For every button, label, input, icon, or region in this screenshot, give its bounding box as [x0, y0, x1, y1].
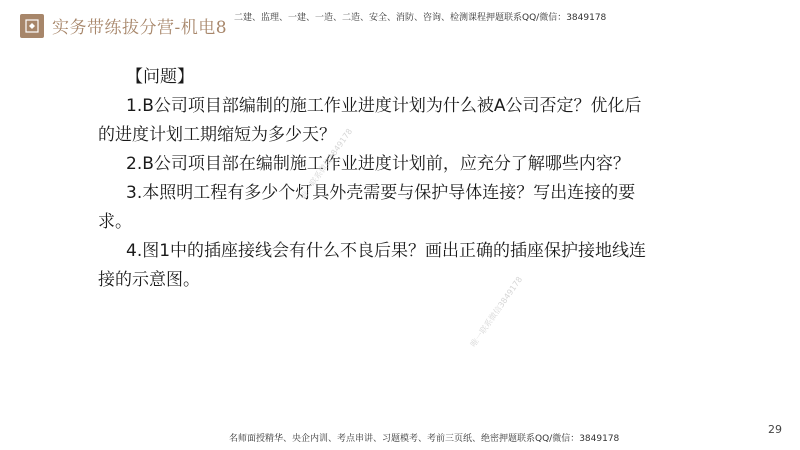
section-heading: 【问题】 [126, 67, 194, 87]
footer-contact-ad: 名师面授精华、央企内训、考点串讲、习题模考、考前三页纸、绝密押题联系QQ/微信：3849178 [229, 434, 620, 444]
header-contact-ad: 二建、监理、一建、一造、二造、安全、消防、咨询、检测课程押题联系QQ/微信：3849178 [234, 13, 607, 23]
question-block [98, 63, 658, 295]
question-item: 2.B公司项目部在编制施工作业进度计划前，应充分了解哪些内容？ [126, 154, 630, 174]
brand-logo [20, 14, 44, 38]
course-title: 实务带练拔分营-机电8 [52, 18, 228, 38]
question-item: 3.本照明工程有多少个灯具外壳需要与保护导体连接？写出连接的要求。 [98, 183, 636, 232]
page-number: 29 [768, 423, 782, 436]
brand-logo-icon [24, 18, 40, 34]
question-item: 4.图1中的插座接线会有什么不良后果？画出正确的插座保护接地线连接的示意图。 [98, 241, 647, 290]
watermark-text: 唯一联系微信3849178 [298, 127, 355, 201]
slide-header [0, 0, 800, 44]
watermark-text: 唯一联系微信3849178 [468, 275, 525, 349]
question-item: 1.B公司项目部编制的施工作业进度计划为什么被A公司否定？优化后的进度计划工期缩短为多少天？ [98, 96, 642, 145]
